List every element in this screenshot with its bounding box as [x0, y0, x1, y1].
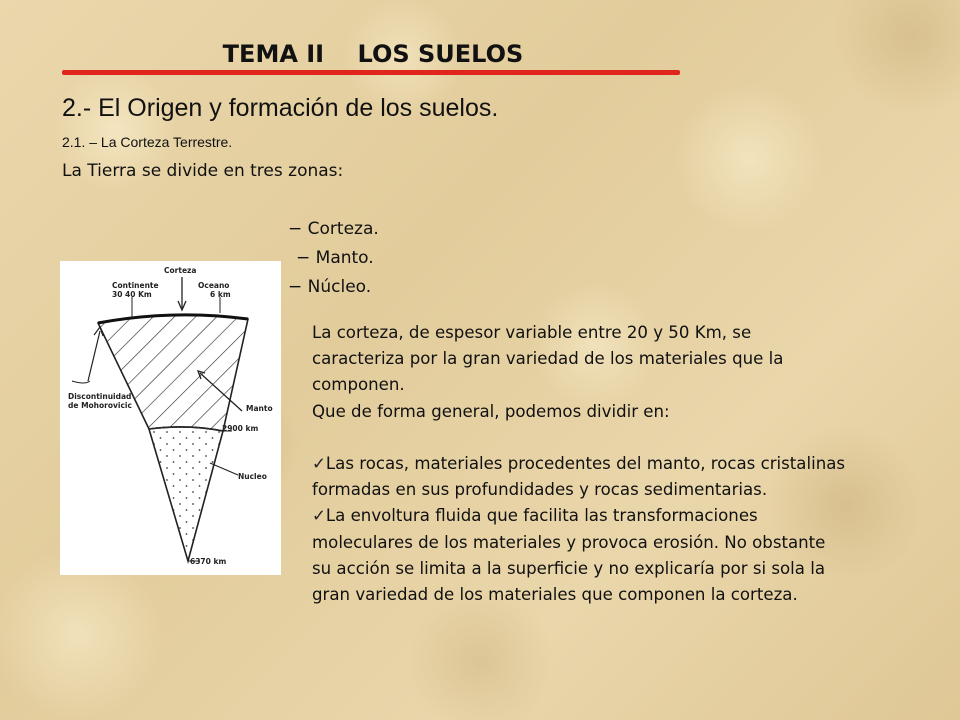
page-title: TEMA II LOS SUELOS [222, 40, 524, 68]
label-continente: Continente [112, 281, 159, 290]
label-manto-km: 2900 km [222, 424, 259, 433]
bullet-line: moleculares de los materiales y provoca erosión. No obstante [312, 532, 826, 552]
bullet-line: gran variedad de los materiales que componen la corteza. [312, 585, 798, 605]
label-nucleo: Nucleo [238, 472, 267, 481]
spacer [312, 425, 942, 451]
label-mohorovicic: de Mohorovicic [68, 401, 132, 410]
section-heading: 2.1. – La Corteza Terrestre. [62, 134, 233, 150]
label-oceano: Oceano [198, 281, 230, 290]
crust-description [312, 320, 942, 608]
bullet-envoltura [312, 503, 942, 529]
label-oceano-km: 6 km [210, 290, 231, 299]
paragraph-line: caracteriza por la gran variedad de los materiales que la [312, 349, 784, 369]
zone-manto: − Manto. [296, 248, 374, 268]
bullet-text: La envoltura fluida que facilita las transformaciones [325, 506, 758, 526]
paragraph-line: La corteza, de espesor variable entre 20 y 50 Km, se [312, 323, 752, 342]
checkmark-icon: ✓ [312, 506, 326, 526]
checkmark-icon: ✓ [312, 454, 326, 473]
label-manto: Manto [246, 404, 273, 413]
paragraph-line: componen. [312, 375, 405, 395]
bullet-text: Las rocas, materiales procedentes del manto, rocas cristalinas [325, 454, 846, 473]
bullet-rocas [312, 451, 942, 477]
earth-layers-diagram [60, 261, 281, 575]
bullet-line: su acción se limita a la superficie y no explicaría por si sola la [312, 558, 826, 578]
label-corteza: Corteza [164, 266, 197, 275]
label-nucleo-km: 6370 km [190, 557, 227, 566]
label-continente-km: 30 40 Km [112, 290, 152, 299]
bullet-line: formadas en sus profundidades y rocas sedimentarias. [312, 480, 768, 500]
intro-text: La Tierra se divide en tres zonas: [62, 161, 344, 181]
label-discontinuidad: Discontinuidad [68, 392, 132, 401]
mantle-region [98, 315, 248, 431]
title-underline [62, 70, 680, 75]
core-region [149, 427, 223, 561]
zone-corteza: − Corteza. [288, 219, 379, 239]
subtitle: 2.- El Origen y formación de los suelos. [62, 94, 499, 122]
zone-nucleo: − Núcleo. [288, 277, 372, 297]
paragraph-line: Que de forma general, podemos dividir en: [312, 401, 670, 421]
